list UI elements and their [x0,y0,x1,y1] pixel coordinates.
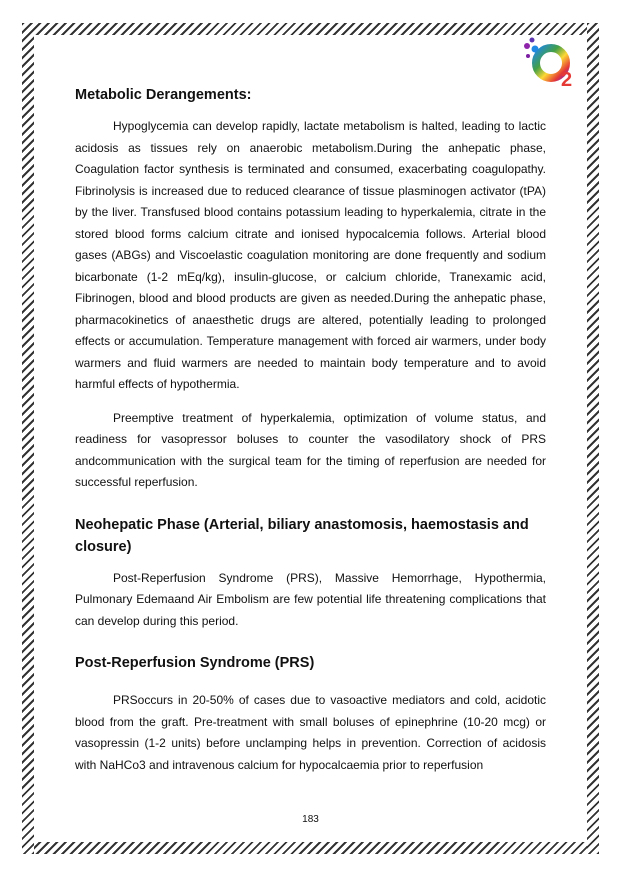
section-heading: Post-Reperfusion Syndrome (PRS) [75,655,315,671]
paragraph: Preemptive treatment of hyperkalemia, optimization of volume status, and readiness for vasopressor boluses to counter the vasodilatory shock of PRS andcommunication with the surgical team for the timing of reperfusion are needed for successful reperfusion. [75,410,546,489]
paragraph: PRSoccurs in 20-50% of cases due to vasoactive mediators and cold, acidotic blood from the graft. Pre-treatment with small boluses of epinephrine (10-20 mcg) or vasopressin (1-2 units) before unclamping helps in prevention. Correction of acidosis with NaHCo3 and intravenous calcium for hypocalcaemia prior to reperfusion [75,693,546,772]
logo-subscript: 2 [561,69,573,90]
section-heading: Metabolic Derangements: [75,87,252,103]
page-border-top [22,23,599,35]
paragraph: Post-Reperfusion Syndrome (PRS), Massive Hemorrhage, Hypothermia, Pulmonary Edemaand Air Embolism are few potential life threatening complications that can develop during this period. [75,570,546,628]
page-border-left [22,23,34,854]
page-number: 183 [302,814,319,825]
paragraph: Hypoglycemia can develop rapidly, lactate metabolism is halted, leading to lactic acidosis as tissues rely on anaerobic metabolism.During the anhepatic phase, Coagulation factor synthesis is terminated and consumed, exacerbating coagulopathy. Fibrinolysis is increased due to reduced clearance of tissue plasminogen activator (tPA) by the liver. Transfused blood contains potassium leading to hyperkalemia, citrate in the stored blood forms calcium citrate and ionised hypocalcemia follows. Arterial blood gases (ABGs) and Viscoelastic coagulation monitoring are done frequently and sodium bicarbonate (1-2 mEq/kg), insulin-glucose, or calcium chloride, Tranexamic acid, Fibrinogen, blood and blood products are given as needed.During the anhepatic phase, pharmacokinetics of anaesthetic drugs are altered, potentially leading to prolonged effects or accumulation. Temperature management with forced air warmers, under body warmers and fluid warmers are needed to maintain body temperature and to avoid harmful effects of hypothermia. [75,119,546,391]
page-content [75,84,546,776]
page-border-bottom [22,842,599,854]
page-border-right [587,23,599,854]
o2-logo-icon [522,36,578,90]
section-heading: Neohepatic Phase (Arterial, biliary anastomosis, haemostasis and closure) [75,516,529,555]
